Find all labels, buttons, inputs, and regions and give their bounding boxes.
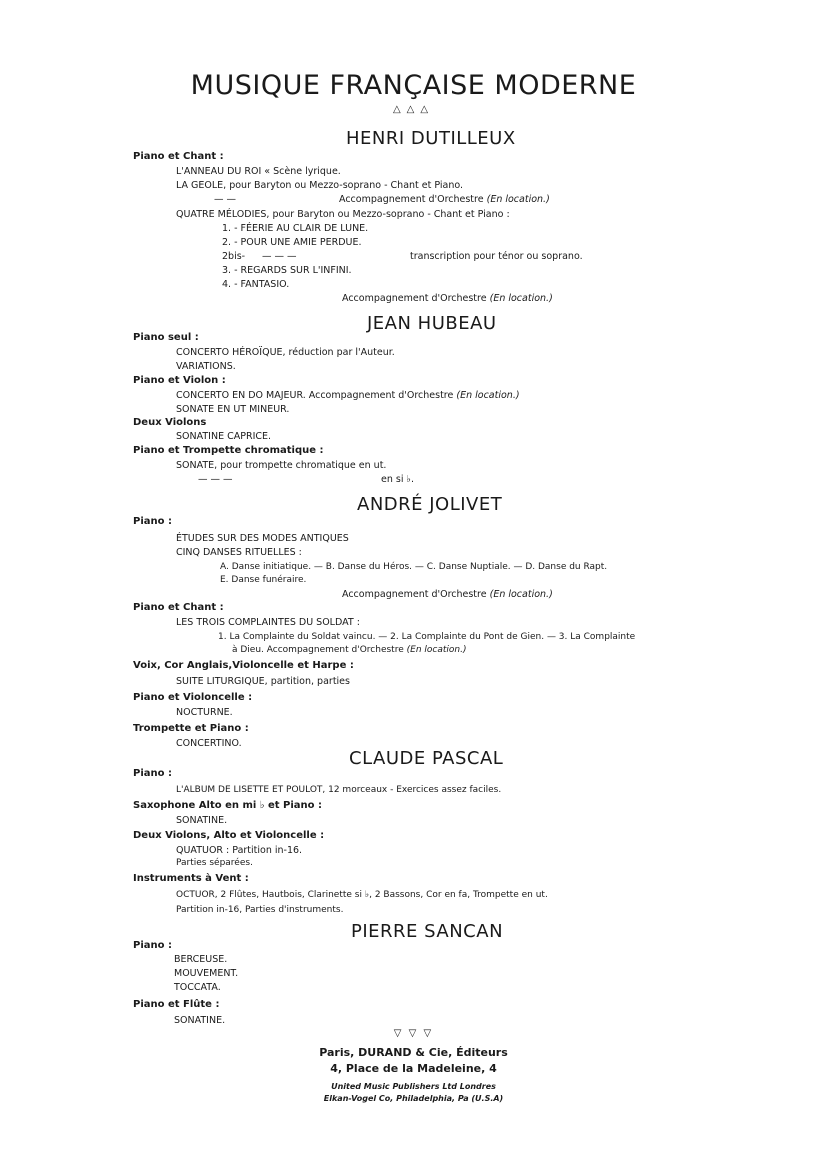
category-label: Piano : xyxy=(133,940,172,951)
category-label: Piano : xyxy=(133,516,172,527)
category-label: Piano et Chant : xyxy=(133,151,224,162)
location-note: (En location.) xyxy=(486,194,550,205)
category-label: Piano et Chant : xyxy=(133,602,224,613)
work-item: NOCTURNE. xyxy=(176,707,233,718)
work-subitem: 1. - FÉERIE AU CLAIR DE LUNE. xyxy=(222,223,369,234)
category-label: Piano et Violon : xyxy=(133,375,226,386)
work-item: Accompagnement d'Orchestre (En location.) xyxy=(342,293,553,304)
publisher-address: 4, Place de la Madeleine, 4 xyxy=(330,1062,497,1075)
category-label: Deux Violons, Alto et Violoncelle : xyxy=(133,830,325,841)
location-note: (En location.) xyxy=(489,589,553,600)
work-item: CONCERTO HÉROÏQUE, réduction par l'Auteur. xyxy=(176,347,395,358)
work-subitem-number: 2bis- xyxy=(222,251,246,262)
work-subitem: 4. - FANTASIO. xyxy=(222,279,290,290)
ditto-dashes: — — — xyxy=(198,474,233,485)
work-subitem: 3. - REGARDS SUR L'INFINI. xyxy=(222,265,352,276)
location-note: (En location.) xyxy=(489,293,553,304)
composer-heading-hubeau: JEAN HUBEAU xyxy=(367,313,497,334)
work-subitem: 2. - POUR UNE AMIE PERDUE. xyxy=(222,237,362,248)
work-item: SONATINE. xyxy=(174,1015,226,1026)
work-subitem: 1. La Complainte du Soldat vaincu. — 2. La Complainte du Pont de Gien. — 3. La Complainte xyxy=(218,632,636,642)
category-label: Piano : xyxy=(133,768,172,779)
work-subitem: transcription pour ténor ou soprano. xyxy=(410,251,583,262)
work-subitem: E. Danse funéraire. xyxy=(220,575,307,585)
composer-heading-pascal: CLAUDE PASCAL xyxy=(349,748,504,769)
work-item: MOUVEMENT. xyxy=(174,968,239,979)
work-item: CONCERTINO. xyxy=(176,738,242,749)
publisher-name: Paris, DURAND & Cie, Éditeurs xyxy=(319,1046,508,1059)
work-item: SONATINE CAPRICE. xyxy=(176,431,272,442)
agent-philadelphia: Elkan-Vogel Co, Philadelphia, Pa (U.S.A) xyxy=(323,1094,504,1103)
work-item: SONATE, pour trompette chromatique en ut. xyxy=(176,460,387,471)
category-label: Piano et Trompette chromatique : xyxy=(133,445,324,456)
work-item: CONCERTO EN DO MAJEUR. Accompagnement d'Orchestre (En location.) xyxy=(176,390,520,401)
work-item: en si ♭. xyxy=(381,474,414,485)
work-subitem: à Dieu. Accompagnement d'Orchestre (En location.) xyxy=(232,645,467,655)
work-item: LA GEOLE, pour Baryton ou Mezzo-soprano - Chant et Piano. xyxy=(176,180,464,191)
category-label: Piano et Flûte : xyxy=(133,999,220,1010)
category-label: Piano et Violoncelle : xyxy=(133,692,253,703)
work-item: QUATRE MÉLODIES, pour Baryton ou Mezzo-soprano - Chant et Piano : xyxy=(176,209,510,220)
ditto-dashes: — — — xyxy=(262,251,297,262)
work-item: CINQ DANSES RITUELLES : xyxy=(176,547,302,558)
work-item: SONATINE. xyxy=(176,815,228,826)
heart-ornament-icon: ▽ ▽ ▽ xyxy=(393,1028,434,1039)
work-item: Accompagnement d'Orchestre (En location.) xyxy=(342,589,553,600)
category-label: Saxophone Alto en mi ♭ et Piano : xyxy=(133,800,323,811)
location-note: (En location.) xyxy=(456,390,520,401)
category-label: Voix, Cor Anglais,Violoncelle et Harpe : xyxy=(133,660,354,671)
work-item: LES TROIS COMPLAINTES DU SOLDAT : xyxy=(176,617,360,628)
work-subitem: A. Danse initiatique. — B. Danse du Héros. — C. Danse Nuptiale. — D. Danse du Rapt. xyxy=(220,562,608,572)
category-label: Deux Violons xyxy=(133,417,207,428)
composer-heading-sancan: PIERRE SANCAN xyxy=(351,921,504,942)
work-item: QUATUOR : Partition in-16. xyxy=(176,845,303,856)
composer-heading-jolivet: ANDRÉ JOLIVET xyxy=(357,494,503,515)
work-item: BERCEUSE. xyxy=(174,954,228,965)
ditto-dashes: — — xyxy=(214,194,237,205)
work-item: ÉTUDES SUR DES MODES ANTIQUES xyxy=(176,533,349,544)
work-item: L'ANNEAU DU ROI « Scène lyrique. xyxy=(176,166,341,177)
category-label: Instruments à Vent : xyxy=(133,873,249,884)
work-item: VARIATIONS. xyxy=(176,361,236,372)
work-item: SUITE LITURGIQUE, partition, parties xyxy=(176,676,350,687)
agent-london: United Music Publishers Ltd Londres xyxy=(331,1082,496,1091)
work-item: Partition in-16, Parties d'instruments. xyxy=(176,905,344,915)
page-title: MUSIQUE FRANÇAISE MODERNE xyxy=(190,70,637,101)
work-item: Accompagnement d'Orchestre (En location.) xyxy=(339,194,550,205)
location-note: (En location.) xyxy=(406,645,467,655)
composer-heading-dutilleux: HENRI DUTILLEUX xyxy=(346,128,516,149)
work-item: L'ALBUM DE LISETTE ET POULOT, 12 morceaux - Exercices assez faciles. xyxy=(176,785,502,795)
category-label: Piano seul : xyxy=(133,332,199,343)
category-label: Trompette et Piano : xyxy=(133,723,249,734)
work-item: OCTUOR, 2 Flûtes, Hautbois, Clarinette si ♭, 2 Bassons, Cor en fa, Trompette en ut. xyxy=(176,890,548,900)
work-item: Parties séparées. xyxy=(176,858,253,868)
work-item: TOCCATA. xyxy=(174,982,221,993)
work-item: SONATE EN UT MINEUR. xyxy=(176,404,290,415)
triangle-ornament-icon: △△△ xyxy=(392,104,435,115)
